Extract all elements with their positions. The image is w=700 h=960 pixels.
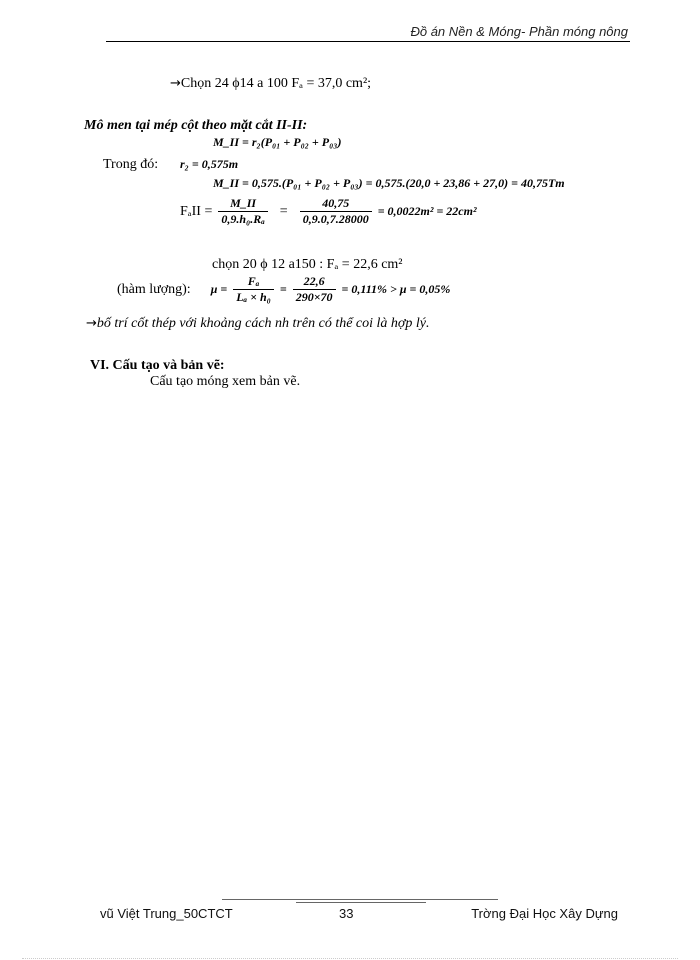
- footer-author: vũ Việt Trung_50CTCT: [100, 906, 233, 921]
- ratio-fraction-1: [233, 274, 274, 305]
- faii-frac2-numerator: 40,75: [322, 196, 350, 210]
- footer-page-number: 33: [339, 906, 354, 921]
- equation-ratio: [117, 274, 450, 305]
- section-vi-title: VI. Cấu tạo và bản vẽ:: [90, 358, 225, 373]
- arrow-icon: →: [86, 316, 97, 331]
- ratio-result: = 0,111% > μ = 0,05%: [341, 282, 451, 296]
- equation-faii: [180, 196, 477, 227]
- faii-frac2-denominator: 0,9.0,7.28000: [300, 211, 372, 227]
- ratio-frac1-numerator: Fₐ: [247, 274, 260, 288]
- choose-line-1-text: Chọn 24 ϕ14 a 100 Fₐ = 37,0 cm²;: [180, 76, 372, 91]
- page-header-title: Đồ án Nền & Móng- Phần móng nông: [410, 24, 628, 39]
- footer-rule-inner: [296, 902, 426, 903]
- ratio-label: (hàm lượng):: [117, 281, 191, 297]
- faii-fraction-1: [218, 196, 267, 227]
- ratio-mu: μ =: [210, 282, 228, 296]
- r2-value: r₂ = 0,575m: [180, 157, 239, 171]
- faii-equals: =: [279, 203, 288, 219]
- faii-result: = 0,0022m² = 22cm²: [377, 204, 477, 218]
- page-bottom-border: [22, 958, 678, 959]
- ratio-frac2-numerator: 22,6: [303, 274, 325, 288]
- faii-fraction-2: [300, 196, 372, 227]
- section-vi-body: Cấu tạo móng xem bản vẽ.: [150, 374, 301, 389]
- section-heading-moment: Mô men tại mép cột theo mặt cắt II-II:: [84, 118, 308, 133]
- equation-moment-value: M_II = 0,575.(P₀₁ + P₀₂ + P₀₃) = 0,575.(20,0 + 23,86 + 27,0) = 40,75Tm: [213, 176, 565, 190]
- faii-frac1-numerator: M_II: [230, 196, 257, 210]
- faii-lhs: FₐII =: [180, 203, 213, 219]
- footer-rule-outer: [222, 899, 498, 900]
- ratio-fraction-2: [293, 274, 336, 305]
- footer-school: Trờng Đại Học Xây Dựng: [471, 906, 618, 921]
- header-rule: [106, 41, 630, 42]
- arrow-icon: →: [170, 76, 181, 91]
- conclusion-line: [86, 316, 430, 332]
- choose-line-2: chọn 20 ϕ 12 a150 : Fₐ = 22,6 cm²: [212, 257, 403, 272]
- where-label: Trong đó:: [103, 157, 159, 172]
- conclusion-text: bố trí cốt thép với khoảng cách nh trên có thể coi là hợp lý.: [96, 316, 430, 331]
- ratio-equals: =: [279, 282, 287, 296]
- equation-moment-general: M_II = r₂(P₀₁ + P₀₂ + P₀₃): [213, 135, 342, 149]
- ratio-frac2-denominator: 290×70: [293, 289, 336, 305]
- choose-line-1: [170, 76, 371, 92]
- ratio-frac1-denominator: Lₐ × h₀: [233, 289, 274, 305]
- faii-frac1-denominator: 0,9.h₀.Rₐ: [218, 211, 267, 227]
